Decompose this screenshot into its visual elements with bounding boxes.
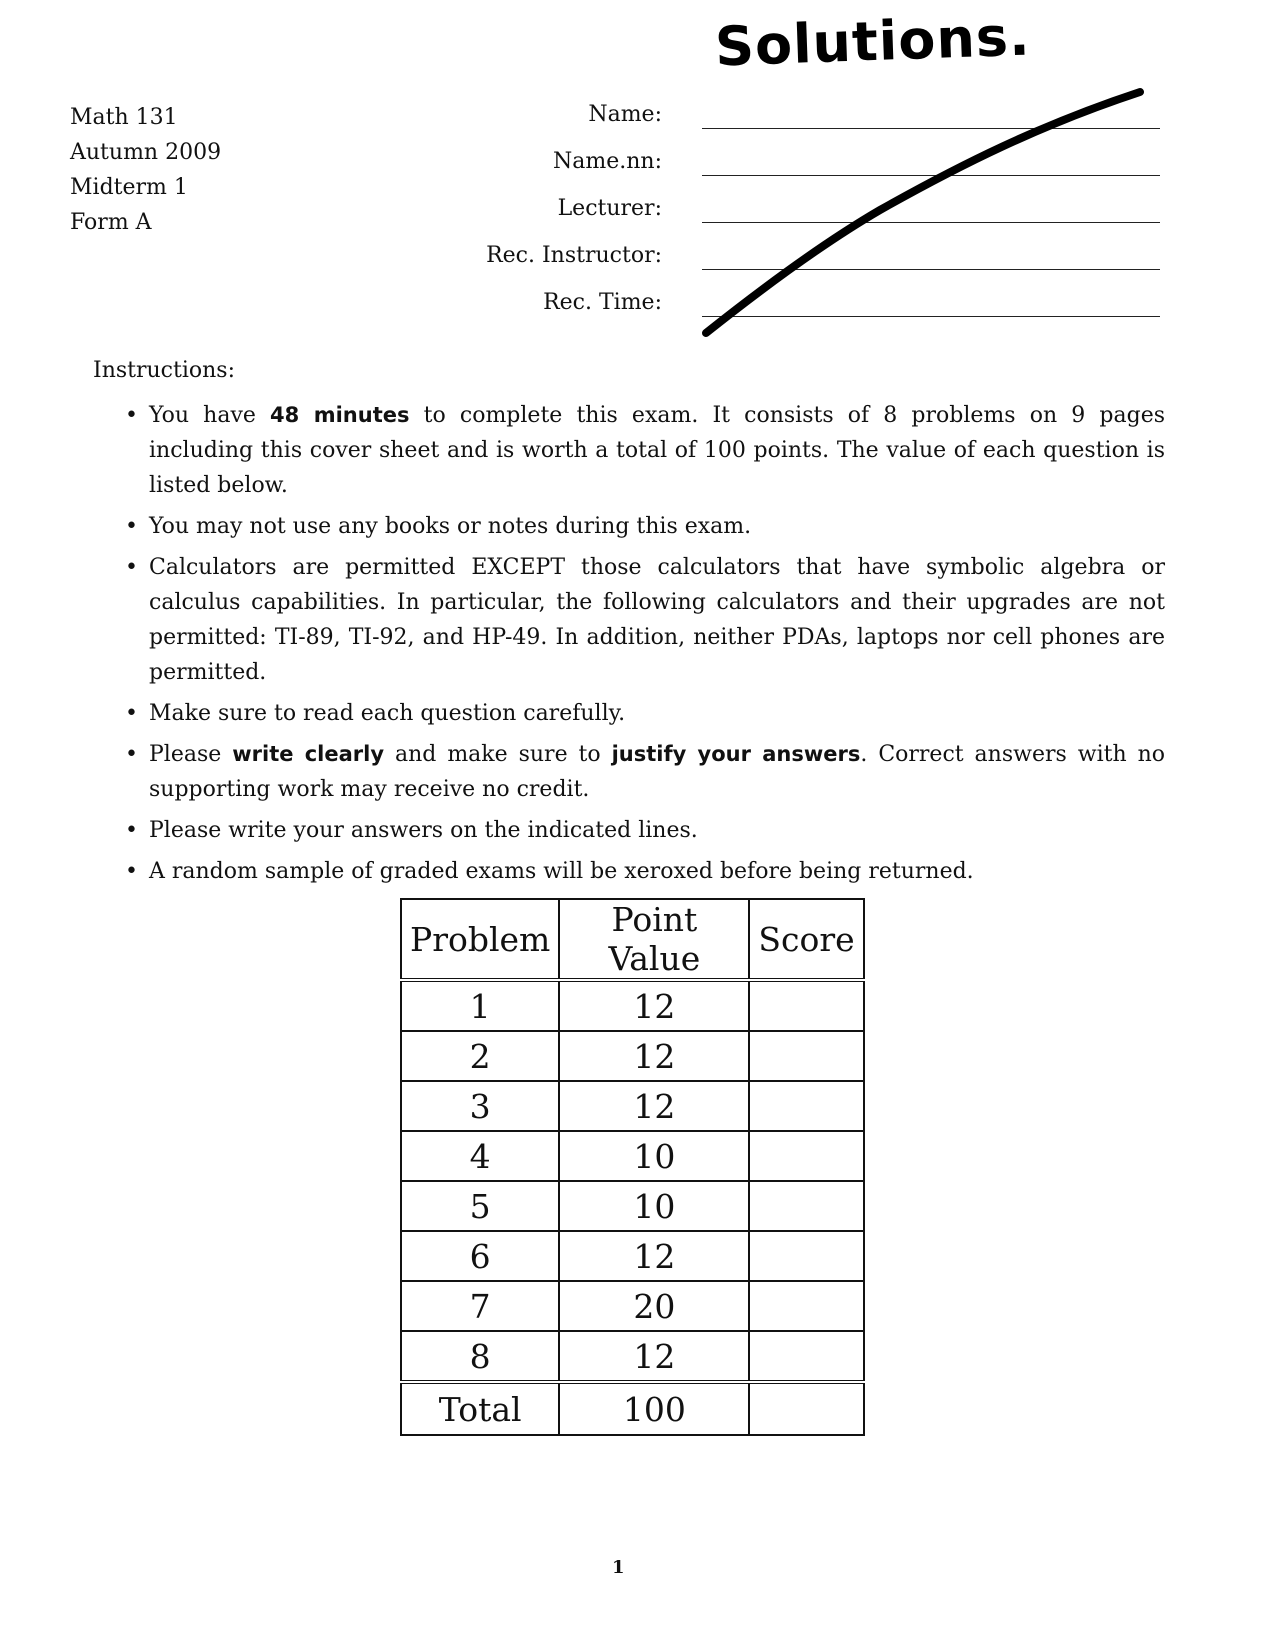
field-label: Rec. Time:	[543, 290, 662, 315]
score-cell[interactable]	[749, 1031, 863, 1081]
table-row: 8 12	[401, 1331, 864, 1382]
list-item: • You may not use any books or notes during this exam.	[125, 509, 1165, 544]
field-label: Name.nn:	[553, 149, 662, 174]
handwritten-solutions-note: Solutions.	[713, 4, 1032, 79]
list-item: • You have 48 minutes to complete this exam. It consists of 8 problems on 9 pages including this cover sheet and is worth a total of 100 points. The value of each question is listed below.	[125, 398, 1165, 503]
rec-time-field	[440, 286, 1160, 333]
table-row: 6 12	[401, 1231, 864, 1281]
name-field	[440, 98, 1160, 145]
table-row: 5 10	[401, 1181, 864, 1231]
rec-instructor-line[interactable]	[702, 269, 1160, 270]
field-label: Name:	[588, 102, 662, 127]
total-score-cell[interactable]	[749, 1382, 863, 1435]
score-cell[interactable]	[749, 980, 863, 1031]
list-item: • A random sample of graded exams will be xeroxed before being returned.	[125, 854, 1165, 889]
instructions-list	[125, 398, 1165, 895]
rec-time-line[interactable]	[702, 316, 1160, 317]
table-total-row: Total 100	[401, 1382, 864, 1435]
table-row: 7 20	[401, 1281, 864, 1331]
lecturer-field	[440, 192, 1160, 239]
score-cell[interactable]	[749, 1181, 863, 1231]
exam-form: Form A	[70, 210, 152, 235]
table-row: 3 12	[401, 1081, 864, 1131]
student-info-fields	[440, 98, 1160, 333]
field-label: Rec. Instructor:	[486, 243, 662, 268]
field-label: Lecturer:	[557, 196, 662, 221]
course-name: Math 131	[70, 105, 178, 130]
name-line[interactable]	[702, 128, 1160, 129]
score-cell[interactable]	[749, 1081, 863, 1131]
header-problem: Problem	[401, 899, 559, 980]
course-term: Autumn 2009	[70, 140, 222, 165]
rec-instructor-field	[440, 239, 1160, 286]
lecturer-line[interactable]	[702, 222, 1160, 223]
header-score: Score	[749, 899, 863, 980]
list-item: • Please write your answers on the indicated lines.	[125, 813, 1165, 848]
table-row: 1 12	[401, 980, 864, 1031]
score-cell[interactable]	[749, 1331, 863, 1382]
score-cell[interactable]	[749, 1281, 863, 1331]
header-point-value: Point Value	[559, 899, 749, 980]
list-item: • Calculators are permitted EXCEPT those calculators that have symbolic algebra or calculus capabilities. In particular, the following calculators and their upgrades are not permitted: TI-89, TI-92, and HP-49. In addition, neither PDAs, laptops nor cell phones are permitted.	[125, 550, 1165, 690]
name-nn-line[interactable]	[702, 175, 1160, 176]
name-nn-field	[440, 145, 1160, 192]
score-cell[interactable]	[749, 1231, 863, 1281]
course-info	[70, 100, 221, 240]
exam-name: Midterm 1	[70, 175, 188, 200]
page-number: 1	[612, 1557, 625, 1578]
score-table	[400, 898, 865, 1436]
instructions-heading: Instructions:	[93, 358, 235, 383]
list-item: • Make sure to read each question carefully.	[125, 696, 1165, 731]
list-item: • Please write clearly and make sure to justify your answers. Correct answers with no supporting work may receive no credit.	[125, 737, 1165, 807]
table-header-row	[401, 899, 864, 980]
table-row: 4 10	[401, 1131, 864, 1181]
table-row: 2 12	[401, 1031, 864, 1081]
score-cell[interactable]	[749, 1131, 863, 1181]
